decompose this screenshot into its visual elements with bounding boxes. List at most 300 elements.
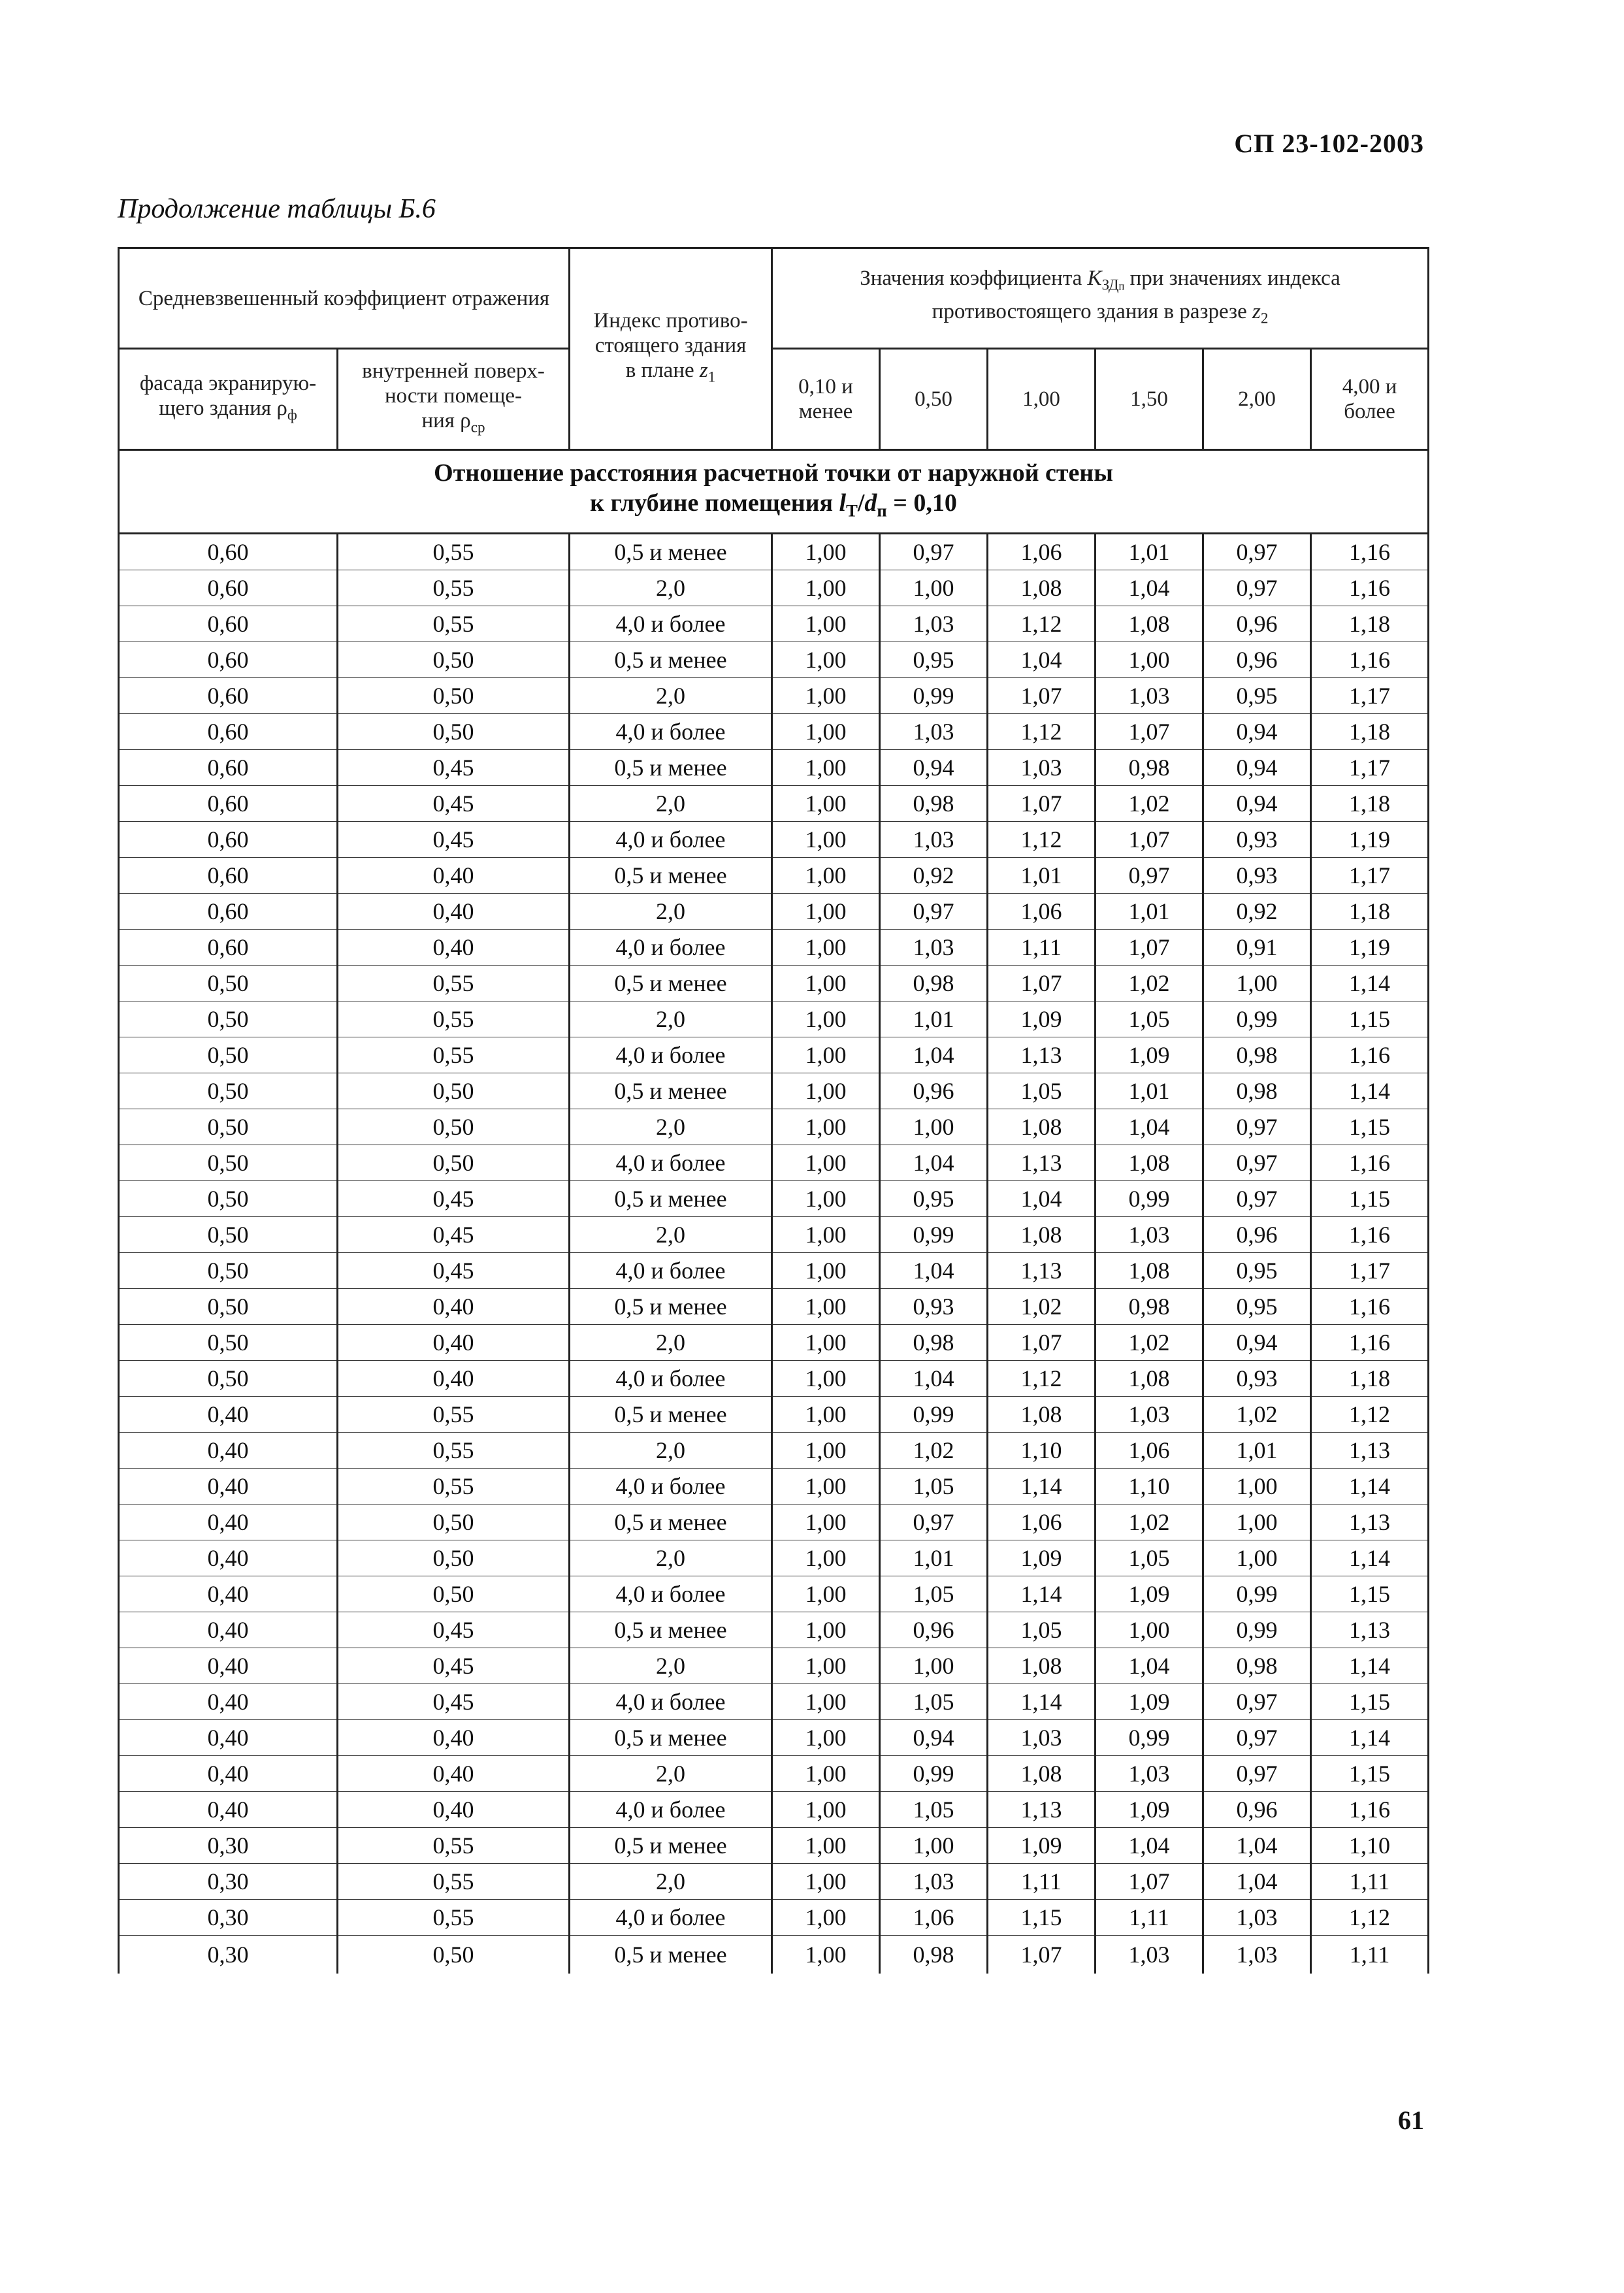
table-cell: 0,99 (1203, 1576, 1311, 1612)
table-cell: 1,10 (1311, 1828, 1429, 1864)
table-cell: 0,50 (338, 1576, 570, 1612)
table-cell: 0,60 (119, 678, 338, 714)
table-cell: 0,45 (338, 786, 570, 822)
table-cell: 0,50 (338, 1073, 570, 1109)
table-cell: 1,03 (988, 1720, 1096, 1756)
table-cell: 1,13 (988, 1792, 1096, 1828)
table-cell: 1,05 (880, 1792, 988, 1828)
header-inner-line1: внутренней поверх- (362, 359, 545, 383)
table-cell: 1,00 (772, 1037, 880, 1073)
table-row (119, 822, 1429, 858)
table-cell: 0,5 и менее (570, 1181, 772, 1217)
table-cell: 0,60 (119, 894, 338, 930)
table-row (119, 1900, 1429, 1936)
table-row (119, 1217, 1429, 1253)
table-cell: 0,45 (338, 1217, 570, 1253)
table-cell: 0,50 (338, 1936, 570, 1974)
table-cell: 1,00 (880, 1828, 988, 1864)
table-cell: 4,0 и более (570, 822, 772, 858)
table-cell: 0,94 (1203, 786, 1311, 822)
table-cell: 1,12 (988, 822, 1096, 858)
table-cell: 1,02 (988, 1289, 1096, 1325)
table-cell: 0,5 и менее (570, 1828, 772, 1864)
table-cell: 0,93 (1203, 858, 1311, 894)
table-cell: 2,0 (570, 1325, 772, 1361)
header-z2-line1: 4,00 и (1342, 375, 1397, 398)
table-cell: 1,00 (772, 1792, 880, 1828)
table-row (119, 1001, 1429, 1037)
table-cell: 1,08 (1096, 1145, 1203, 1181)
table-cell: 1,04 (880, 1037, 988, 1073)
table-cell: 0,95 (1203, 1289, 1311, 1325)
table-cell: 0,40 (338, 930, 570, 966)
table-cell: 0,50 (338, 1504, 570, 1540)
table-cell: 1,00 (772, 1540, 880, 1576)
header-inner-reflect (338, 349, 570, 450)
table-cell: 0,60 (119, 642, 338, 678)
table-cell: 1,00 (880, 1648, 988, 1684)
table-cell: 1,00 (772, 1720, 880, 1756)
table-cell: 1,06 (988, 1504, 1096, 1540)
table-row (119, 1037, 1429, 1073)
table-cell: 0,98 (1203, 1648, 1311, 1684)
table-cell: 0,97 (1203, 1684, 1311, 1720)
table-cell: 0,60 (119, 750, 338, 786)
table-cell: 4,0 и более (570, 1792, 772, 1828)
table-cell: 1,14 (1311, 1648, 1429, 1684)
table-cell: 0,50 (338, 714, 570, 750)
header-inner-sub: ср (470, 418, 485, 436)
table-row (119, 1684, 1429, 1720)
table-continuation-caption: Продолжение таблицы Б.6 (118, 194, 436, 224)
table-cell: 4,0 и более (570, 606, 772, 642)
table-cell: 1,07 (1096, 714, 1203, 750)
table-cell: 1,00 (1203, 966, 1311, 1001)
table-cell: 0,94 (1203, 1325, 1311, 1361)
table-cell: 0,50 (338, 1540, 570, 1576)
table-cell: 0,96 (880, 1073, 988, 1109)
table-row (119, 642, 1429, 678)
table-cell: 0,40 (338, 1289, 570, 1325)
table-row (119, 1648, 1429, 1684)
header-values-sub: 2 (1260, 309, 1269, 327)
table-cell: 0,30 (119, 1864, 338, 1900)
table-cell: 0,40 (338, 1361, 570, 1397)
table-cell: 0,93 (880, 1289, 988, 1325)
table-cell: 0,60 (119, 786, 338, 822)
table-cell: 1,16 (1311, 1145, 1429, 1181)
header-z2-line1: 1,00 (1022, 387, 1060, 411)
table-cell: 2,0 (570, 1433, 772, 1469)
table-cell: 0,5 и менее (570, 1612, 772, 1648)
table-cell: 1,15 (1311, 1576, 1429, 1612)
table-cell: 0,99 (880, 1397, 988, 1433)
header-values-text3: противостоящего здания в разрезе (932, 300, 1252, 323)
table-cell: 0,98 (880, 1936, 988, 1974)
table-cell: 1,00 (772, 930, 880, 966)
section-slash: / (857, 489, 865, 517)
table-row (119, 570, 1429, 606)
table-cell: 2,0 (570, 1756, 772, 1792)
header-facade-line2: щего здания ρ (159, 397, 287, 421)
header-z2-line2: более (1344, 400, 1395, 423)
table-cell: 1,14 (1311, 966, 1429, 1001)
table-cell: 1,03 (1096, 678, 1203, 714)
table-cell: 0,40 (338, 1756, 570, 1792)
table-cell: 1,00 (772, 1900, 880, 1936)
table-cell: 0,5 и менее (570, 1504, 772, 1540)
table-cell: 1,10 (1096, 1469, 1203, 1504)
header-index-var: z (699, 359, 708, 383)
header-values-text2: при значениях индекса (1124, 267, 1340, 291)
table-row (119, 1325, 1429, 1361)
table-cell: 1,04 (988, 642, 1096, 678)
table-cell: 0,40 (338, 1720, 570, 1756)
table-cell: 1,03 (1096, 1397, 1203, 1433)
table-cell: 1,08 (988, 1397, 1096, 1433)
table-cell: 1,05 (880, 1576, 988, 1612)
table-cell: 0,40 (338, 1325, 570, 1361)
table-cell: 0,93 (1203, 822, 1311, 858)
table-cell: 1,00 (1096, 1612, 1203, 1648)
table-cell: 1,00 (772, 1325, 880, 1361)
header-z2-col (1311, 349, 1429, 450)
table-cell: 0,96 (1203, 606, 1311, 642)
table-cell: 0,50 (338, 1109, 570, 1145)
table-cell: 0,95 (1203, 678, 1311, 714)
section-heading-line2: к глубине помещения (590, 489, 839, 517)
table-cell: 4,0 и более (570, 1576, 772, 1612)
table-row (119, 894, 1429, 930)
section-heading-line1: Отношение расстояния расчетной точки от наружной стены (434, 459, 1113, 487)
table-cell: 0,98 (880, 786, 988, 822)
table-cell: 1,00 (1096, 642, 1203, 678)
table-row (119, 1289, 1429, 1325)
table-cell: 1,14 (1311, 1720, 1429, 1756)
table-cell: 1,09 (988, 1001, 1096, 1037)
header-inner-line2: ности помеще- (384, 384, 523, 408)
header-facade-reflect (119, 349, 338, 450)
table-cell: 1,15 (988, 1900, 1096, 1936)
table-cell: 0,60 (119, 534, 338, 570)
table-cell: 1,03 (1203, 1936, 1311, 1974)
table-cell: 1,00 (772, 1145, 880, 1181)
table-cell: 1,18 (1311, 786, 1429, 822)
table-cell: 1,05 (880, 1684, 988, 1720)
table-cell: 1,00 (772, 1504, 880, 1540)
table-cell: 2,0 (570, 786, 772, 822)
table-cell: 1,03 (880, 930, 988, 966)
header-values-text1: Значения коэффициента (860, 267, 1088, 291)
table-cell: 1,16 (1311, 1037, 1429, 1073)
table-cell: 1,06 (1096, 1433, 1203, 1469)
table-row (119, 930, 1429, 966)
table-cell: 0,55 (338, 1001, 570, 1037)
table-cell: 1,01 (880, 1001, 988, 1037)
table-cell: 1,04 (1096, 1648, 1203, 1684)
table-cell: 1,03 (1096, 1936, 1203, 1974)
table-cell: 1,06 (988, 894, 1096, 930)
table-cell: 1,08 (1096, 1361, 1203, 1397)
header-values-ksub2: п (1118, 280, 1125, 293)
table-row (119, 714, 1429, 750)
table-cell: 0,60 (119, 822, 338, 858)
table-cell: 1,02 (1096, 966, 1203, 1001)
table-row (119, 1181, 1429, 1217)
section-lsub: Т (846, 500, 858, 521)
table-cell: 1,01 (880, 1540, 988, 1576)
table-cell: 1,11 (1311, 1864, 1429, 1900)
table-cell: 0,45 (338, 1684, 570, 1720)
table-cell: 0,50 (119, 966, 338, 1001)
table-cell: 0,99 (880, 1756, 988, 1792)
table-cell: 2,0 (570, 1864, 772, 1900)
table-cell: 1,00 (772, 822, 880, 858)
table-cell: 4,0 и более (570, 714, 772, 750)
table-cell: 1,00 (772, 786, 880, 822)
table-cell: 1,16 (1311, 570, 1429, 606)
table-cell: 0,91 (1203, 930, 1311, 966)
table-cell: 1,06 (880, 1900, 988, 1936)
table-cell: 0,50 (119, 1001, 338, 1037)
table-cell: 1,09 (1096, 1792, 1203, 1828)
page-number: 61 (1398, 2106, 1424, 2135)
table-cell: 1,14 (988, 1576, 1096, 1612)
header-z2-line1: 2,00 (1238, 387, 1276, 411)
section-eq: = 0,10 (886, 489, 957, 517)
table-cell: 0,97 (1203, 570, 1311, 606)
table-cell: 0,50 (119, 1253, 338, 1289)
table-cell: 0,95 (880, 642, 988, 678)
table-cell: 0,30 (119, 1828, 338, 1864)
table-row (119, 1864, 1429, 1900)
table-cell: 0,55 (338, 1433, 570, 1469)
table-cell: 0,40 (119, 1540, 338, 1576)
table-cell: 1,13 (1311, 1433, 1429, 1469)
table-cell: 0,40 (119, 1792, 338, 1828)
table-cell: 0,99 (1203, 1612, 1311, 1648)
table-cell: 0,60 (119, 606, 338, 642)
table-cell: 1,05 (880, 1469, 988, 1504)
header-inner-line3: ния ρ (421, 409, 471, 433)
table-cell: 1,00 (772, 1073, 880, 1109)
table-cell: 0,55 (338, 534, 570, 570)
table-cell: 1,11 (988, 1864, 1096, 1900)
header-reflection-group-label: Средневзвешенный коэффициент отражения (138, 286, 550, 310)
table-cell: 1,00 (772, 642, 880, 678)
header-z2-line1: 0,10 и (798, 375, 853, 398)
table-cell: 1,15 (1311, 1181, 1429, 1217)
table-cell: 1,09 (988, 1828, 1096, 1864)
table-cell: 0,55 (338, 1469, 570, 1504)
table-cell: 1,03 (1096, 1756, 1203, 1792)
table-cell: 1,00 (772, 570, 880, 606)
table-cell: 4,0 и более (570, 1253, 772, 1289)
table-cell: 1,00 (772, 1469, 880, 1504)
table-cell: 0,96 (1203, 1792, 1311, 1828)
table-cell: 1,02 (1203, 1397, 1311, 1433)
table-cell: 0,99 (1203, 1001, 1311, 1037)
table-cell: 0,50 (119, 1181, 338, 1217)
table-cell: 1,07 (1096, 1864, 1203, 1900)
table-cell: 0,94 (880, 1720, 988, 1756)
table-cell: 1,04 (1096, 1109, 1203, 1145)
table-cell: 0,96 (880, 1612, 988, 1648)
table-cell: 1,13 (988, 1037, 1096, 1073)
table-cell: 1,12 (1311, 1397, 1429, 1433)
table-cell: 1,10 (988, 1433, 1096, 1469)
table-cell: 1,12 (988, 606, 1096, 642)
table-cell: 1,16 (1311, 534, 1429, 570)
table-cell: 0,94 (880, 750, 988, 786)
table-cell: 0,50 (119, 1361, 338, 1397)
table-cell: 0,50 (119, 1217, 338, 1253)
table-cell: 1,08 (1096, 1253, 1203, 1289)
header-index-line1: Индекс противо- (593, 309, 748, 333)
header-facade-line1: фасада экранирую- (139, 372, 317, 396)
table-cell: 0,5 и менее (570, 1720, 772, 1756)
table-row (119, 786, 1429, 822)
table-cell: 1,04 (880, 1361, 988, 1397)
header-values-var: z (1252, 300, 1261, 323)
table-cell: 0,60 (119, 714, 338, 750)
table-cell: 1,08 (988, 1109, 1096, 1145)
table-cell: 1,17 (1311, 678, 1429, 714)
table-cell: 0,40 (119, 1756, 338, 1792)
table-cell: 2,0 (570, 1109, 772, 1145)
table-cell: 0,5 и менее (570, 750, 772, 786)
header-z2-col (880, 349, 988, 450)
table-cell: 1,05 (988, 1073, 1096, 1109)
table-cell: 0,40 (338, 858, 570, 894)
table-cell: 0,40 (119, 1684, 338, 1720)
table-cell: 1,15 (1311, 1109, 1429, 1145)
table-cell: 4,0 и более (570, 930, 772, 966)
section-dsub: п (877, 500, 887, 521)
table-cell: 0,5 и менее (570, 966, 772, 1001)
table-cell: 1,11 (1096, 1900, 1203, 1936)
table-cell: 0,97 (1203, 534, 1311, 570)
table-cell: 0,50 (338, 678, 570, 714)
table-cell: 1,11 (988, 930, 1096, 966)
table-cell: 1,03 (880, 714, 988, 750)
table-cell: 0,92 (1203, 894, 1311, 930)
table-cell: 0,5 и менее (570, 1397, 772, 1433)
table-cell: 0,94 (1203, 750, 1311, 786)
table-cell: 1,00 (880, 1109, 988, 1145)
table-cell: 1,19 (1311, 930, 1429, 966)
table-cell: 0,40 (119, 1648, 338, 1684)
table-cell: 0,97 (880, 894, 988, 930)
table-cell: 0,99 (1096, 1181, 1203, 1217)
table-cell: 0,95 (880, 1181, 988, 1217)
table-cell: 1,12 (988, 1361, 1096, 1397)
table-cell: 1,07 (988, 678, 1096, 714)
table-cell: 1,12 (1311, 1900, 1429, 1936)
table-cell: 1,04 (880, 1145, 988, 1181)
table-cell: 1,07 (1096, 822, 1203, 858)
table-row (119, 858, 1429, 894)
table-cell: 4,0 и более (570, 1361, 772, 1397)
table-cell: 0,30 (119, 1900, 338, 1936)
table-cell: 1,16 (1311, 1289, 1429, 1325)
header-index-line3: в плане (625, 359, 700, 383)
document-code: СП 23-102-2003 (1234, 129, 1424, 158)
header-index-sub: 1 (707, 368, 716, 385)
table-cell: 1,00 (772, 1828, 880, 1864)
header-z2-col (1096, 349, 1203, 450)
table-cell: 1,00 (772, 1253, 880, 1289)
table-cell: 1,00 (772, 678, 880, 714)
table-cell: 1,13 (988, 1253, 1096, 1289)
table-cell: 0,50 (338, 642, 570, 678)
table-cell: 0,5 и менее (570, 1936, 772, 1974)
table-cell: 0,97 (880, 1504, 988, 1540)
table-cell: 1,00 (772, 1756, 880, 1792)
table-cell: 0,40 (338, 1792, 570, 1828)
table-cell: 1,16 (1311, 1325, 1429, 1361)
table-cell: 1,07 (988, 1325, 1096, 1361)
table-cell: 0,99 (880, 678, 988, 714)
table-cell: 1,05 (1096, 1001, 1203, 1037)
table-cell: 1,18 (1311, 894, 1429, 930)
table-cell: 0,40 (119, 1504, 338, 1540)
table-cell: 2,0 (570, 570, 772, 606)
table-cell: 0,45 (338, 750, 570, 786)
table-cell: 0,97 (1203, 1145, 1311, 1181)
table-cell: 1,00 (772, 894, 880, 930)
table-cell: 1,00 (772, 1648, 880, 1684)
table-cell: 0,98 (1096, 1289, 1203, 1325)
table-cell: 1,07 (988, 1936, 1096, 1974)
table-cell: 1,03 (1096, 1217, 1203, 1253)
table-cell: 1,07 (988, 966, 1096, 1001)
table-cell: 1,08 (988, 1648, 1096, 1684)
table-cell: 0,55 (338, 1864, 570, 1900)
table-cell: 0,40 (119, 1433, 338, 1469)
table-cell: 0,93 (1203, 1361, 1311, 1397)
table-cell: 1,13 (1311, 1504, 1429, 1540)
table-cell: 4,0 и более (570, 1684, 772, 1720)
table-cell: 0,40 (119, 1576, 338, 1612)
header-z2-line2: менее (798, 400, 853, 423)
table-cell: 1,09 (1096, 1037, 1203, 1073)
table-cell: 0,94 (1203, 714, 1311, 750)
table-cell: 1,03 (988, 750, 1096, 786)
table-cell: 0,55 (338, 606, 570, 642)
table-cell: 1,00 (772, 606, 880, 642)
table-cell: 2,0 (570, 1648, 772, 1684)
table-cell: 0,98 (880, 966, 988, 1001)
table-cell: 0,40 (119, 1397, 338, 1433)
table-cell: 0,60 (119, 930, 338, 966)
data-table-container (118, 247, 1427, 1974)
table-cell: 0,50 (119, 1109, 338, 1145)
table-cell: 1,09 (1096, 1684, 1203, 1720)
header-z2-col (1203, 349, 1311, 450)
table-row (119, 678, 1429, 714)
table-cell: 0,50 (119, 1145, 338, 1181)
table-cell: 2,0 (570, 678, 772, 714)
table-cell: 1,17 (1311, 750, 1429, 786)
table-cell: 1,00 (772, 1397, 880, 1433)
table-cell: 1,04 (1096, 1828, 1203, 1864)
table-cell: 0,50 (119, 1325, 338, 1361)
table-cell: 1,15 (1311, 1756, 1429, 1792)
section-d: d (864, 489, 877, 517)
header-index-line2: стоящего здания (594, 334, 747, 358)
table-cell: 0,40 (338, 894, 570, 930)
